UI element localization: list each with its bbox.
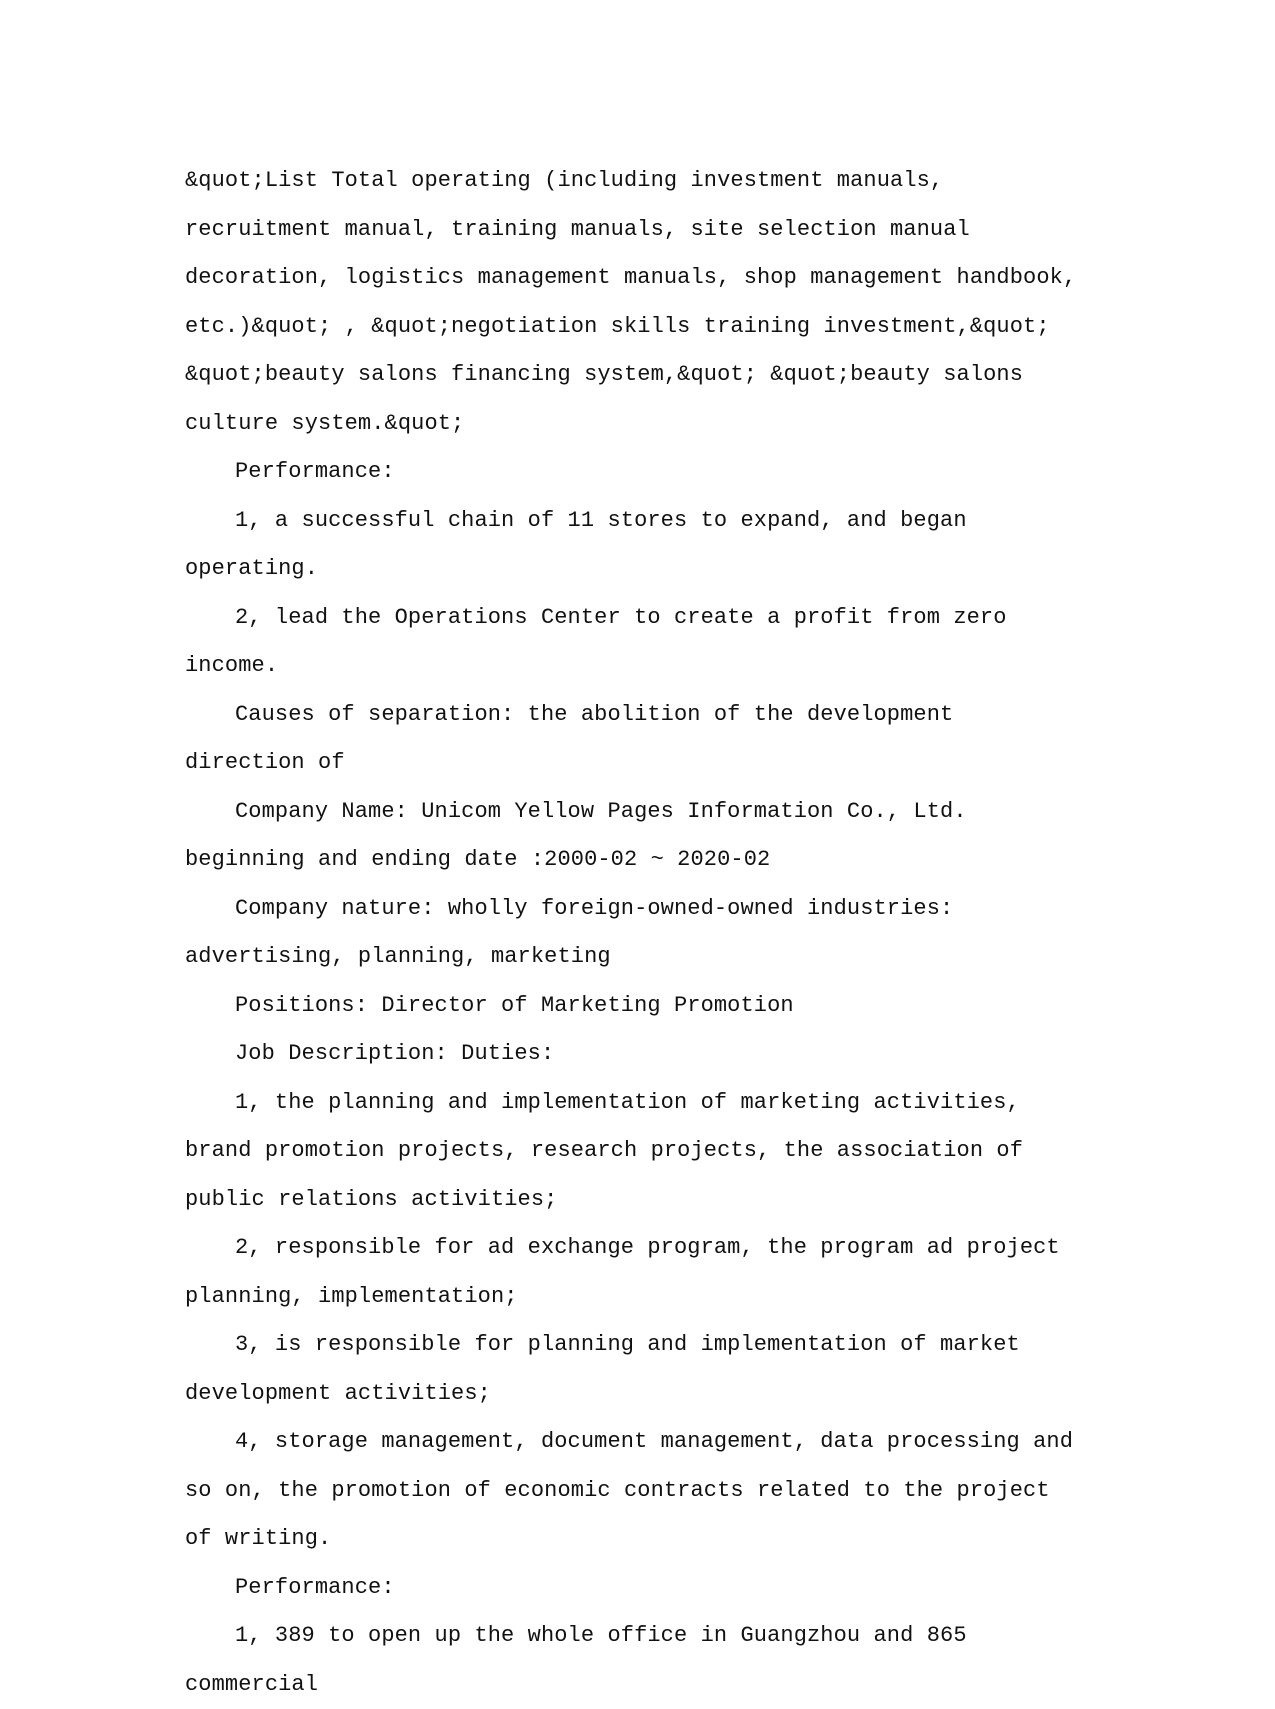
- paragraph-performance-1: 1, a successful chain of 11 stores to expand, and began operating.: [185, 507, 980, 581]
- paragraph-duty-4: 4, storage management, document management, data processing and so on, the promotion of economic contracts related to the project of writing.: [185, 1429, 1087, 1551]
- paragraph-duty-2: 2, responsible for ad exchange program, the program ad project planning, implementation;: [185, 1235, 1074, 1309]
- document-body: [185, 157, 1090, 1709]
- paragraph-company-nature: Company nature: wholly foreign-owned-owned industries: advertising, planning, marketing: [185, 895, 967, 969]
- paragraph-company-name: Company Name: Unicom Yellow Pages Information Co., Ltd. beginning and ending date :2000-02 ~ 2020-02: [185, 798, 980, 872]
- paragraph-performance-heading: Performance:: [235, 459, 395, 484]
- paragraph-intro: &quot;List Total operating (including investment manuals, recruitment manual, training manuals, site selection manual decoration, logistics management manuals, shop management handbook, etc.)&quot; , &quot;negotiation skills training investment,&quot; &quot;beauty salons financing system,&quot; &quot;beauty salons culture system.&quot;: [185, 168, 1090, 436]
- paragraph-job-description: Job Description: Duties:: [235, 1041, 555, 1066]
- paragraph-separation-cause: Causes of separation: the abolition of the development direction of: [185, 701, 967, 775]
- paragraph-performance-2-1: 1, 389 to open up the whole office in Guangzhou and 865 commercial: [185, 1623, 980, 1697]
- paragraph-performance-2: 2, lead the Operations Center to create a profit from zero income.: [185, 604, 1020, 678]
- paragraph-performance-heading-2: Performance:: [235, 1574, 395, 1600]
- paragraph-duty-1: 1, the planning and implementation of marketing activities, brand promotion projects, research projects, the association of public relations activities;: [185, 1089, 1037, 1212]
- paragraph-position: Positions: Director of Marketing Promotion: [235, 992, 794, 1018]
- paragraph-duty-3: 3, is responsible for planning and implementation of market development activities;: [185, 1332, 1034, 1406]
